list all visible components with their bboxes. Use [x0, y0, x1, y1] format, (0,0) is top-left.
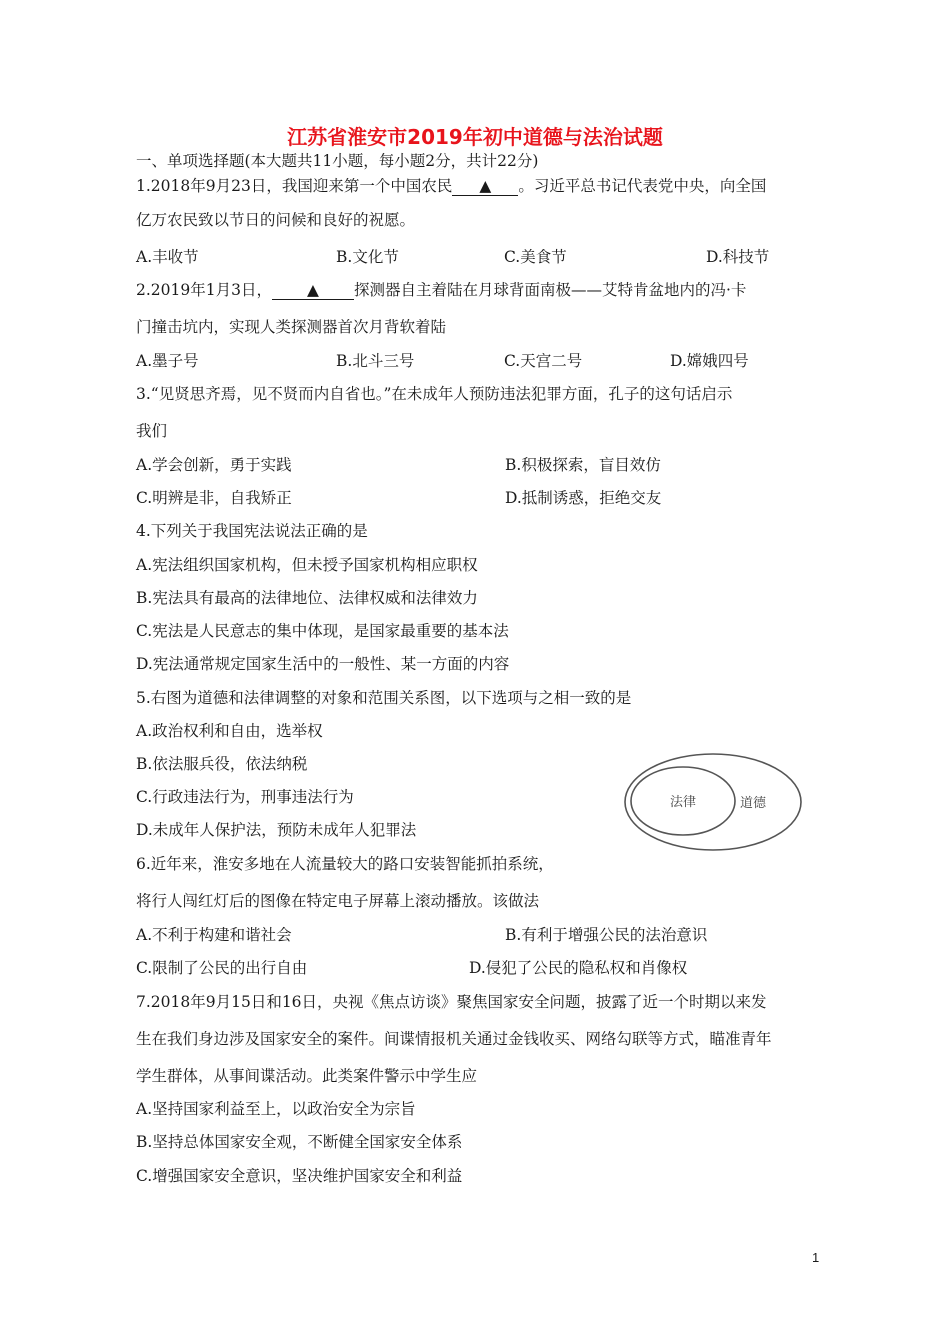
- q1-option-c: C.美食节: [504, 248, 567, 266]
- q4-option-d: D.宪法通常规定国家生活中的一般性、某一方面的内容: [136, 655, 510, 673]
- q1-option-b: B.文化节: [336, 248, 399, 266]
- q2-answer-blank: [272, 281, 354, 300]
- q3-option-d: D.抵制诱惑，拒绝交友: [505, 489, 662, 507]
- question-1-stem-line-2: 亿万农民致以节日的问候和良好的祝愿。: [136, 211, 416, 229]
- question-7-stem-line-3: 学生群体，从事间谍活动。此类案件警示中学生应: [136, 1067, 478, 1085]
- exam-title: 江苏省淮安市2019年初中道德与法治试题: [287, 125, 663, 149]
- law-morality-diagram: [620, 750, 820, 860]
- law-label: 法律: [669, 795, 697, 810]
- q6-option-a: A.不利于构建和谐社会: [136, 926, 292, 944]
- question-1-stem-line-1: [136, 176, 766, 196]
- q4-option-c: C.宪法是人民意志的集中体现，是国家最重要的基本法: [136, 622, 509, 640]
- q1-option-a: A.丰收节: [136, 248, 199, 266]
- q2-option-c: C.天宫二号: [504, 352, 583, 370]
- q2-option-b: B.北斗三号: [336, 352, 415, 370]
- q7-option-a: A.坚持国家利益至上，以政治安全为宗旨: [136, 1100, 416, 1118]
- question-3-stem-line-2: 我们: [136, 422, 168, 440]
- question-7-stem-line-2: 生在我们身边涉及国家安全的案件。间谍情报机关通过金钱收买、网络勾联等方式，瞄准青年: [136, 1030, 772, 1048]
- q6-option-b: B.有利于增强公民的法治意识: [505, 926, 708, 944]
- q4-option-a: A.宪法组织国家机构，但未授予国家机构相应职权: [136, 556, 478, 574]
- q4-option-b: B.宪法具有最高的法律地位、法律权威和法律效力: [136, 589, 478, 607]
- q2-stem-part-b: 探测器自主着陆在月球背面南极——艾特肯盆地内的冯·卡: [353, 281, 747, 299]
- q6-option-d: D.侵犯了公民的隐私权和肖像权: [469, 959, 688, 977]
- q5-option-d: D.未成年人保护法，预防未成年人犯罪法: [136, 821, 417, 839]
- page-number: 1: [812, 1250, 820, 1265]
- q1-option-d: D.科技节: [706, 248, 770, 266]
- question-2-stem-line-1: [136, 280, 746, 300]
- question-3-stem-line-1: 3.“见贤思齐焉，见不贤而内自省也。”在未成年人预防违法犯罪方面，孔子的这句话启示: [136, 385, 733, 403]
- q1-answer-blank: [452, 177, 518, 196]
- triangle-marker-icon: ▲: [307, 281, 319, 299]
- question-6-stem-line-1: 6.近年来，淮安多地在人流量较大的路口安装智能抓拍系统，: [136, 855, 554, 873]
- q6-option-c: C.限制了公民的出行自由: [136, 959, 308, 977]
- question-4-stem: 4.下列关于我国宪法说法正确的是: [136, 522, 368, 540]
- q2-stem-part-a: 2.2019年1月3日，: [136, 281, 272, 299]
- question-5-stem: 5.右图为道德和法律调整的对象和范围关系图，以下选项与之相一致的是: [136, 689, 632, 707]
- q3-option-b: B.积极探索，盲目效仿: [505, 456, 661, 474]
- question-7-stem-line-1: 7.2018年9月15日和16日，央视《焦点访谈》聚焦国家安全问题，披露了近一个时期以来发: [136, 993, 767, 1011]
- morality-outer-ellipse: [625, 754, 801, 850]
- triangle-marker-icon: ▲: [479, 177, 492, 195]
- morality-label: 道德: [739, 796, 767, 811]
- q7-option-b: B.坚持总体国家安全观，不断健全国家安全体系: [136, 1133, 463, 1151]
- q3-option-a: A.学会创新，勇于实践: [136, 456, 292, 474]
- q2-option-a: A.墨子号: [136, 352, 199, 370]
- section-heading: 一、单项选择题(本大题共11小题，每小题2分，共计22分): [136, 152, 539, 170]
- q5-option-b: B.依法服兵役，依法纳税: [136, 755, 308, 773]
- q2-option-d: D.嫦娥四号: [670, 352, 749, 370]
- question-6-stem-line-2: 将行人闯红灯后的图像在特定电子屏幕上滚动播放。该做法: [136, 892, 540, 910]
- q5-option-a: A.政治权利和自由，选举权: [136, 722, 323, 740]
- q7-option-c: C.增强国家安全意识，坚决维护国家安全和利益: [136, 1167, 463, 1185]
- q1-stem-part-a: 1.2018年9月23日，我国迎来第一个中国农民: [136, 177, 453, 195]
- q1-stem-part-b: 。习近平总书记代表党中央，向全国: [518, 177, 767, 195]
- q3-option-c: C.明辨是非，自我矫正: [136, 489, 292, 507]
- q5-option-c: C.行政违法行为，刑事违法行为: [136, 788, 354, 806]
- question-2-stem-line-2: 门撞击坑内，实现人类探测器首次月背软着陆: [136, 318, 447, 336]
